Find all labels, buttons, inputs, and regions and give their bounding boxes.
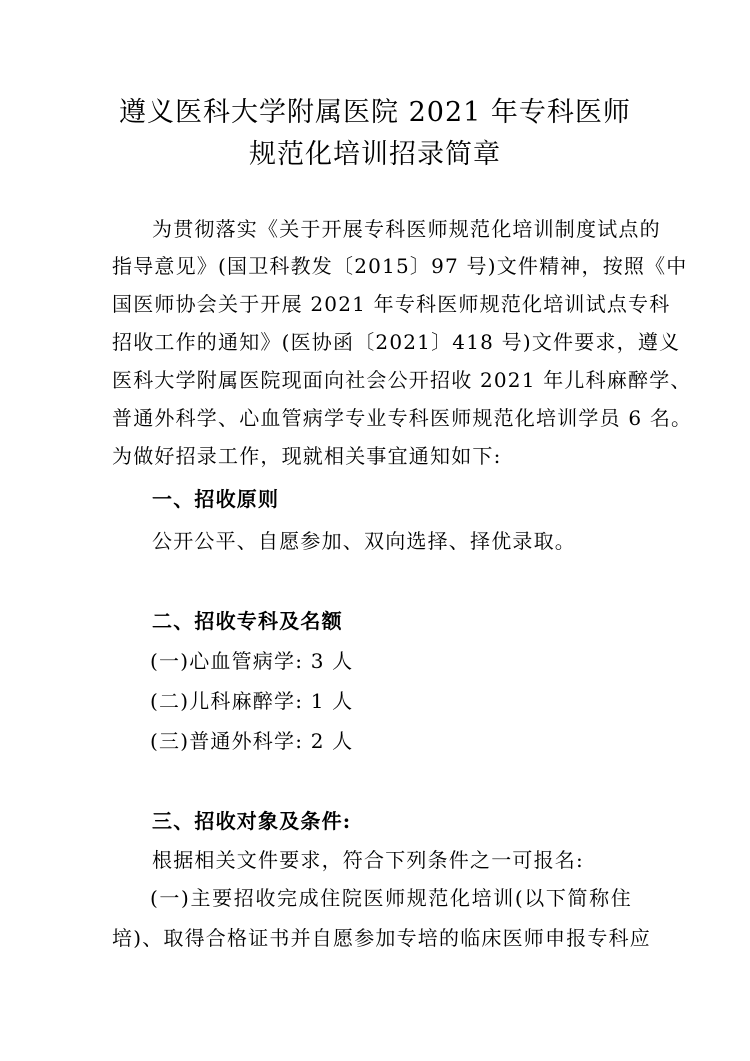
section-3-heading: 三、招收对象及条件: [152,809,352,833]
section-1-heading: 一、招收原则 [152,487,280,511]
quota-item: (二)儿科麻醉学: 1 人 [150,689,354,713]
document-title-line-1: 遵义医科大学附属医院 2021 年专科医师 [119,97,631,128]
intro-line: 指导意见》(国卫科教发〔2015〕97 号)文件精神，按照《中 [112,254,688,278]
section-1-body: 公开公平、自愿参加、双向选择、择优录取。 [152,529,576,553]
section-3-line: 培)、取得合格证书并自愿参加专培的临床医师申报专科应 [112,926,652,950]
intro-line: 为做好招录工作，现就相关事宜通知如下: [112,444,502,468]
quota-item: (三)普通外科学: 2 人 [150,729,354,753]
quota-item: (一)心血管病学: 3 人 [150,649,354,673]
intro-line: 为贯彻落实《关于开展专科医师规范化培训制度试点的 [152,217,661,241]
document-title-line-2: 规范化培训招录简章 [249,139,501,170]
section-3-line: (一)主要招收完成住院医师规范化培训(以下简称住 [150,886,632,910]
intro-line: 国医师协会关于开展 2021 年专科医师规范化培训试点专科 [112,292,671,316]
intro-line: 医科大学附属医院现面向社会公开招收 2021 年儿科麻醉学、 [112,368,692,392]
section-3-line: 根据相关文件要求，符合下列条件之一可报名: [152,848,584,872]
intro-line: 招收工作的通知》(医协函〔2021〕418 号)文件要求，遵义 [112,330,681,354]
section-2-heading: 二、招收专科及名额 [152,609,343,633]
intro-line: 普通外科学、心血管病学专业专科医师规范化培训学员 6 名。 [112,406,693,430]
